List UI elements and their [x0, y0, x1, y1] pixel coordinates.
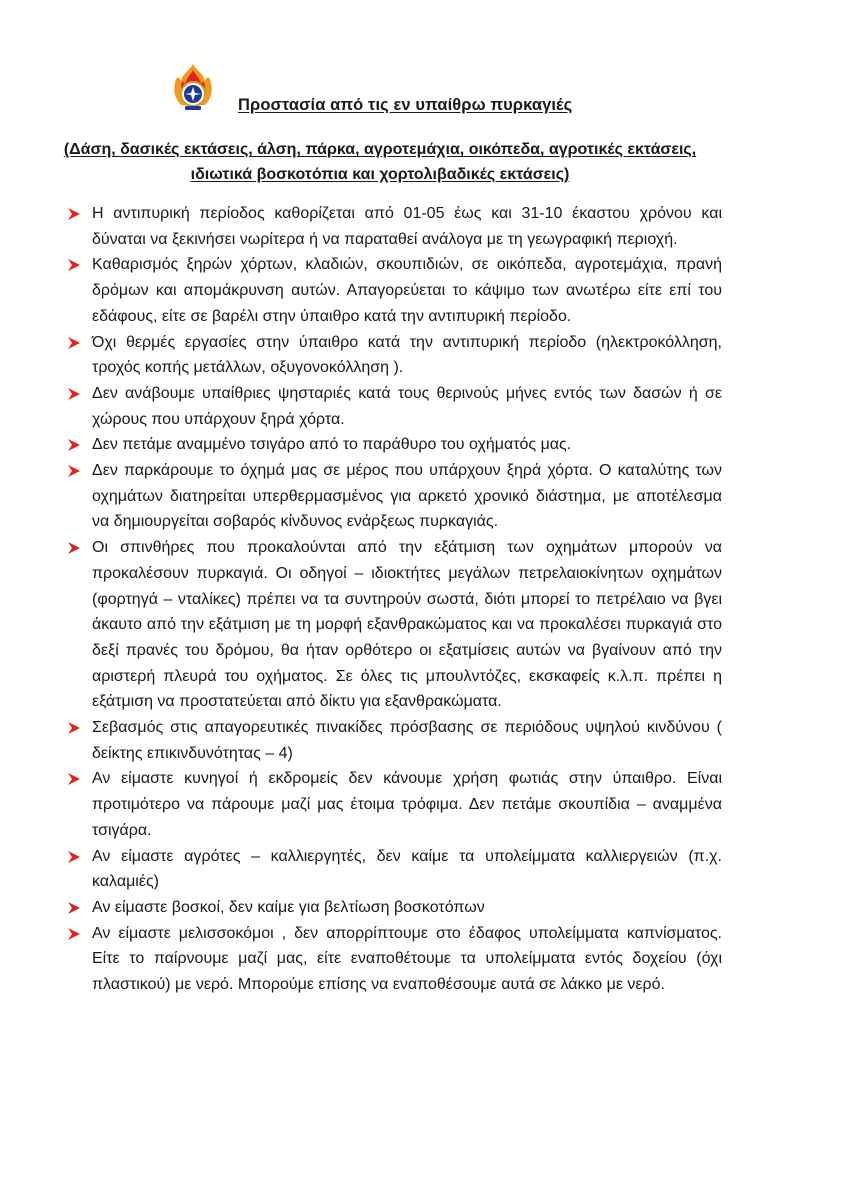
- arrow-bullet-icon: [67, 387, 81, 401]
- list-item: [67, 432, 722, 458]
- arrow-bullet-icon: [67, 336, 81, 350]
- arrow-bullet-icon: [67, 464, 81, 478]
- arrow-bullet-icon: [67, 721, 81, 735]
- arrow-bullet-icon: [67, 901, 81, 915]
- list-item: [67, 201, 722, 252]
- document-subtitle: [40, 137, 720, 187]
- list-item-text: Αν είμαστε κυνηγοί ή εκδρομείς δεν κάνουμε χρήση φωτιάς στην ύπαιθρο. Είναι προτιμότερο να πάρουμε μαζί μας έτοιμα τρόφιμα. Δεν πετάμε σκουπίδια – αναμμένα τσιγάρα.: [92, 770, 722, 839]
- fire-service-emblem-icon: [171, 63, 215, 113]
- list-item-text: Όχι θερμές εργασίες στην ύπαιθρο κατά την αντιπυρική περίοδο (ηλεκτροκόλληση, τροχός κοπής μετάλλων, οξυγονοκόλληση ).: [92, 333, 722, 377]
- list-item-text: Αν είμαστε αγρότες – καλλιεργητές, δεν καίμε τα υπολείμματα καλλιεργειών (π.χ. καλαμιές): [92, 847, 722, 891]
- arrow-bullet-icon: [67, 207, 81, 221]
- list-item-text: Αν είμαστε βοσκοί, δεν καίμε για βελτίωση βοσκοτόπων: [92, 898, 485, 916]
- list-item: [67, 330, 722, 381]
- list-item: [67, 458, 722, 535]
- arrow-bullet-icon: [67, 438, 81, 452]
- list-item-text: Οι σπινθήρες που προκαλούνται από την εξάτμιση των οχημάτων μπορούν να προκαλέσουν πυρκαγιά. Οι οδηγοί – ιδιοκτήτες μεγάλων πετρελαιοκίνητων οχημάτων (φορτηγά – νταλίκες) πρέπει να τα συντηρούν σωστά, διότι μπορεί το πετρέλαιο να βγει άκαυτο από την εξάτμιση με τη μορφή εξανθρακώματος και να προκαλέσει πυρκαγιά στο δεξί πρανές του δρόμου, θα ήταν ορθότερο οι εξατμίσεις αυτών να βγαίνουν από την αριστερή πλευρά του οχήματος. Σε όλες τις μπουλντόζες, εκσκαφείς κ.λ.π. πρέπει η εξάτμιση να προστατεύεται από δίκτυ για εξανθρακώματα.: [92, 539, 722, 711]
- list-item-text: Δεν παρκάρουμε το όχημά μας σε μέρος που υπάρχουν ξηρά χόρτα. Ο καταλύτης των οχημάτων διατηρείται υπερθερμασμένος για αρκετό χρονικό διάστημα, με αποτέλεσμα να δημιουργείται σοβαρός κίνδυνος ενάρξεως πυρκαγιάς.: [92, 462, 722, 531]
- subtitle-line-2: ιδιωτικά βοσκοτόπια και χορτολιβαδικές εκτάσεις): [190, 166, 570, 183]
- document-title: Προστασία από τις εν υπαίθρω πυρκαγιές: [238, 96, 573, 114]
- list-item: [67, 895, 722, 921]
- list-item-text: Δεν πετάμε αναμμένο τσιγάρο από το παράθυρο του οχήματός μας.: [92, 436, 572, 454]
- arrow-bullet-icon: [67, 927, 81, 941]
- arrow-bullet-icon: [67, 258, 81, 272]
- list-item-text: Καθαρισμός ξηρών χόρτων, κλαδιών, σκουπιδιών, σε οικόπεδα, αγροτεμάχια, πρανή δρόμων και απομάκρυνση αυτών. Απαγορεύεται το κάψιμο των ανωτέρω είτε επί του εδάφους, είτε σε βαρέλι στην ύπαιθρο κατά την αντιπυρική περίοδο.: [92, 256, 722, 325]
- guidelines-list: [67, 201, 722, 998]
- list-item-text: Δεν ανάβουμε υπαίθριες ψησταριές κατά τους θερινούς μήνες εντός των δασών ή σε χώρους που υπάρχουν ξηρά χόρτα.: [92, 384, 722, 428]
- arrow-bullet-icon: [67, 850, 81, 864]
- list-item: [67, 535, 722, 715]
- list-item: [67, 921, 722, 998]
- arrow-bullet-icon: [67, 541, 81, 555]
- list-item: [67, 766, 722, 843]
- list-item-text: Σεβασμός στις απαγορευτικές πινακίδες πρόσβασης σε περιόδους υψηλού κινδύνου ( δείκτης επικινδυνότητας – 4): [92, 719, 722, 762]
- list-item: [67, 715, 722, 766]
- subtitle-line-1: (Δάση, δασικές εκτάσεις, άλση, πάρκα, αγροτεμάχια, οικόπεδα, αγροτικές εκτάσεις,: [63, 141, 697, 158]
- arrow-bullet-icon: [67, 772, 81, 786]
- list-item: [67, 381, 722, 432]
- list-item-text: Η αντιπυρική περίοδος καθορίζεται από 01-05 έως και 31-10 έκαστου χρόνου και δύναται να ξεκινήσει νωρίτερα ή να παραταθεί ανάλογα με τη γεωγραφική περιοχή.: [92, 205, 722, 248]
- list-item: [67, 844, 722, 895]
- list-item-text: Αν είμαστε μελισσοκόμοι , δεν απορρίπτουμε στο έδαφος υπολείμματα καπνίσματος. Είτε το παίρνουμε μαζί μας, είτε εναποθέτουμε τα υπολείμματα εντός δοχείου (όχι πλαστικού) με νερό. Μπορούμε επίσης να εναποθέσουμε αυτά σε λάκκο με νερό.: [92, 924, 722, 994]
- list-item: [67, 252, 722, 329]
